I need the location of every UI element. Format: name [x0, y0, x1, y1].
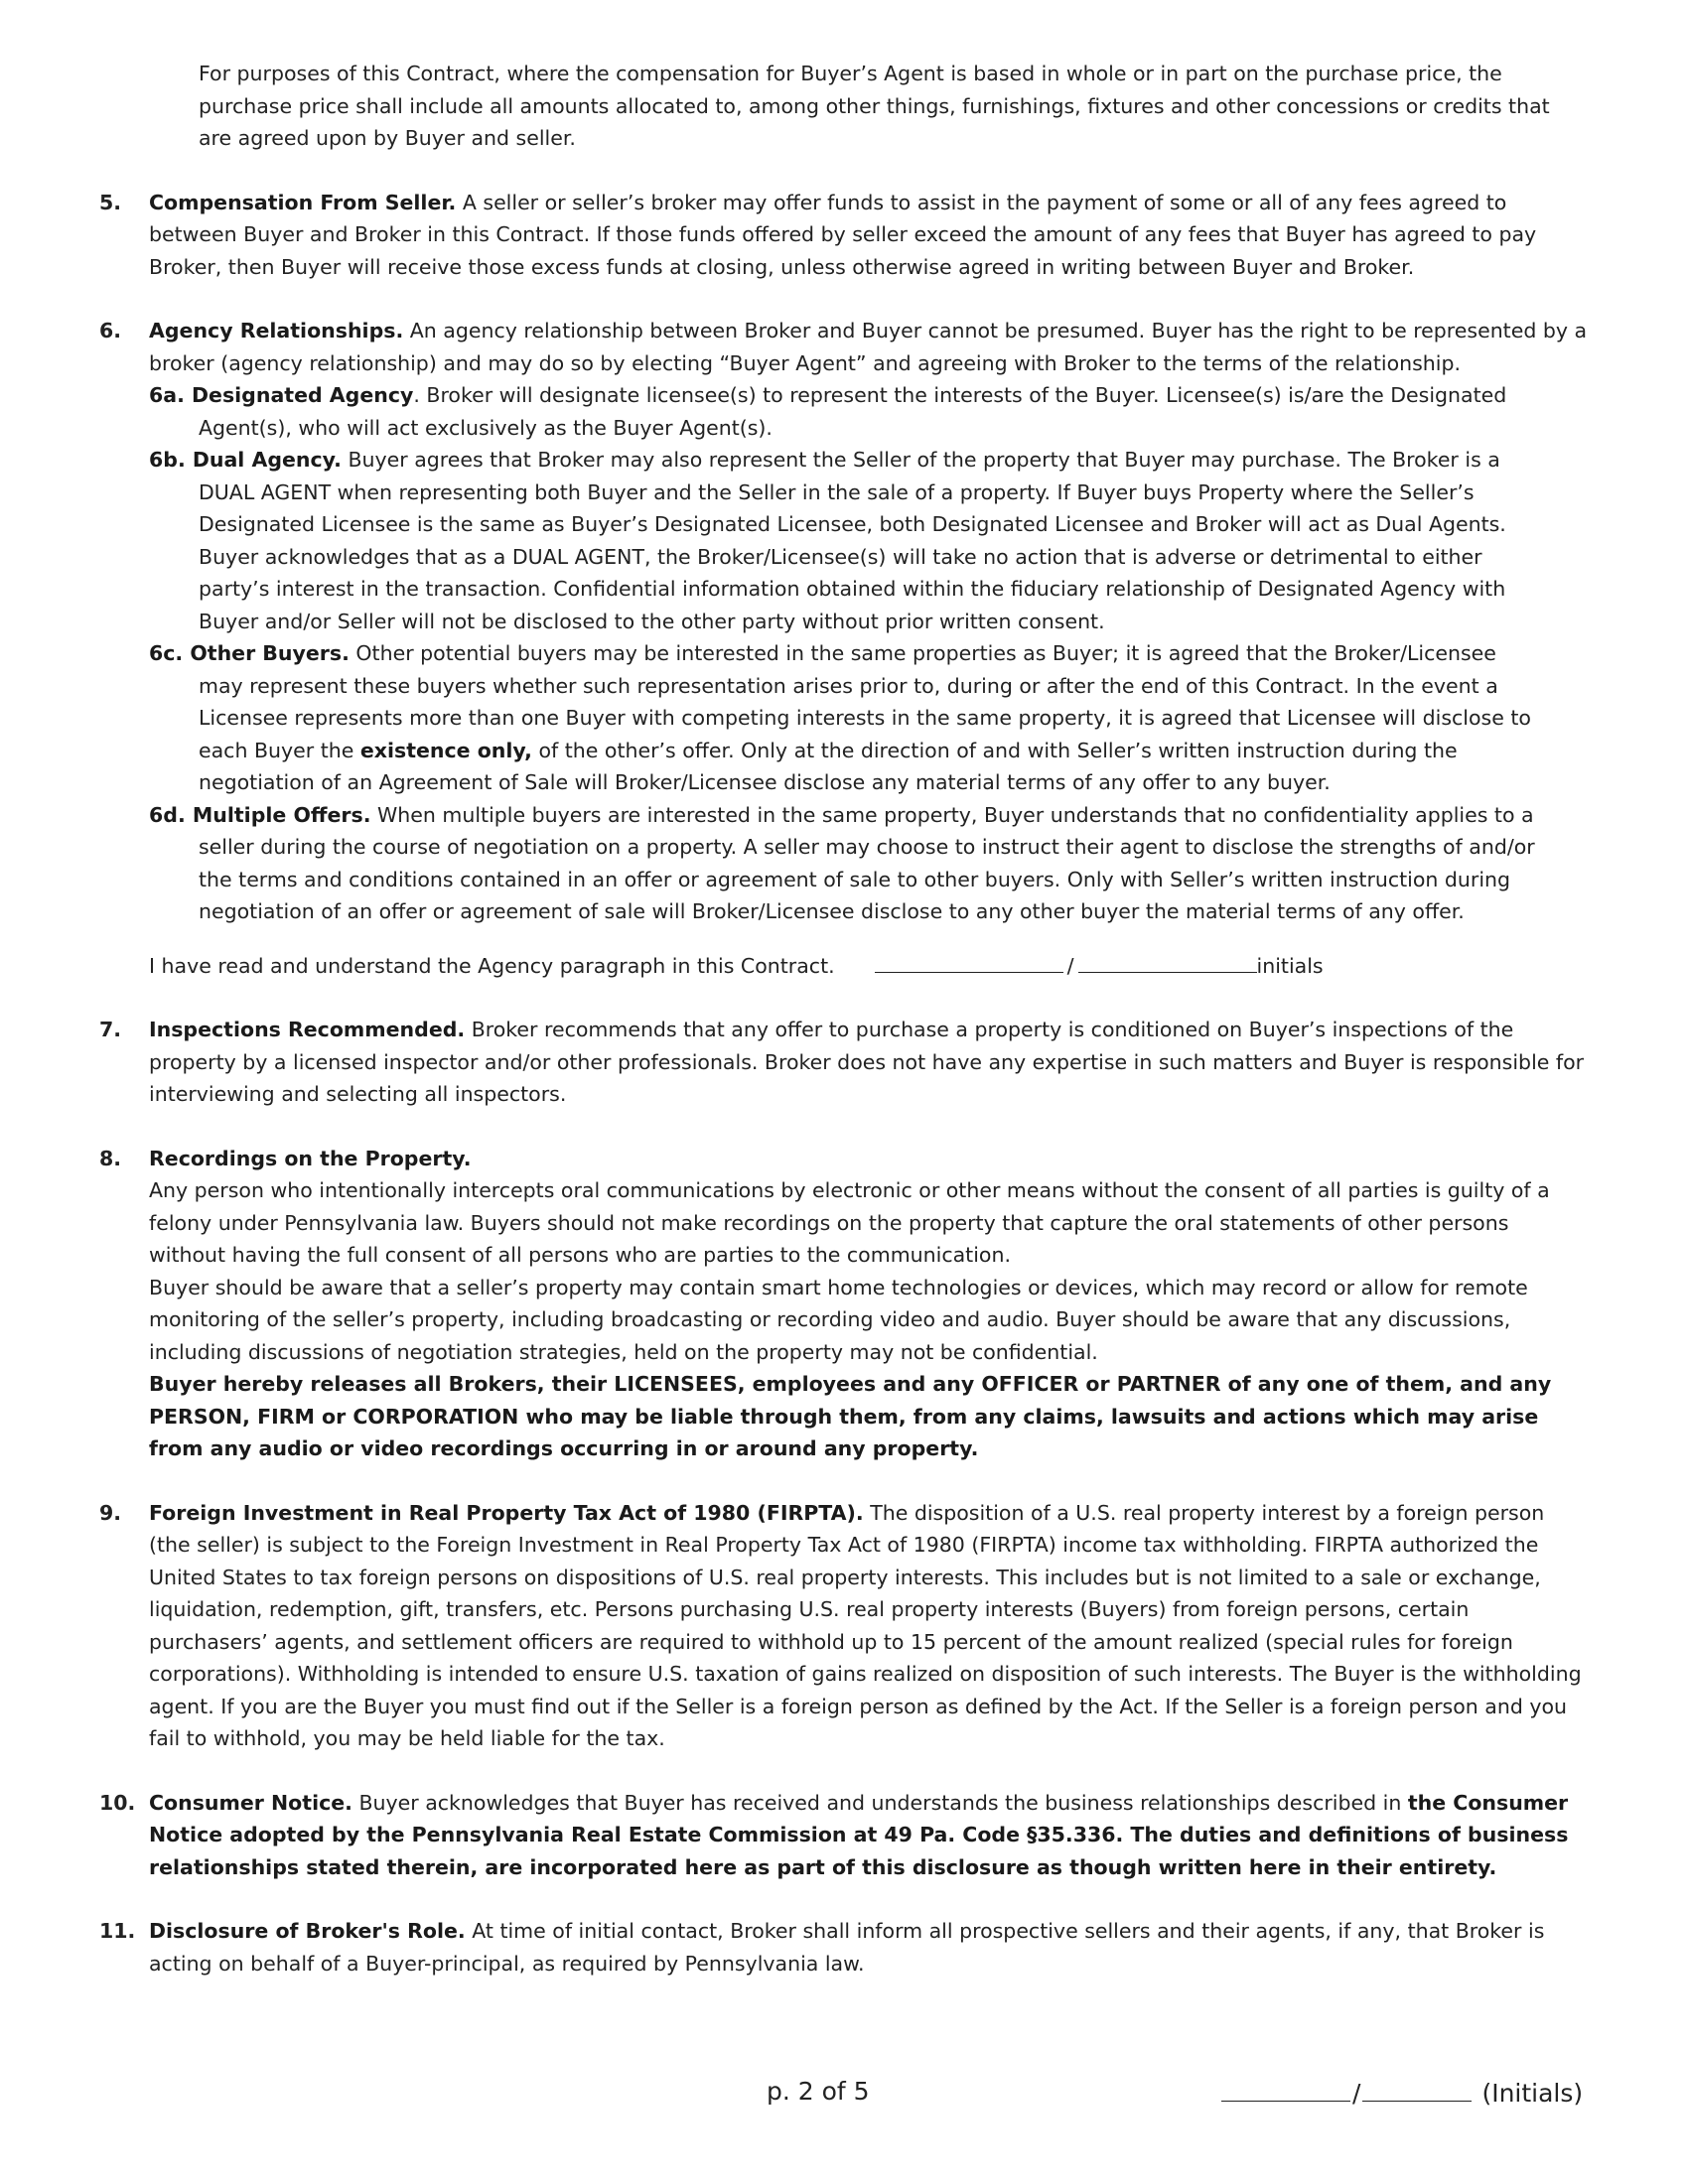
section-number: 6. [99, 319, 122, 342]
subsection-6d [149, 799, 1539, 928]
section-8 [99, 1143, 1589, 1465]
section-text: Broker recommends that any offer to purchase a property is conditioned on Buyer’s inspections of the property by a licensed inspector and/or other professionals. Broker does not have any expertise in such matters and Buyer is responsible for interviewing and selecting all inspectors. [149, 1018, 1585, 1106]
section-paragraph: Buyer should be aware that a seller’s property may contain smart home technologies or devices, which may record or allow for remote monitoring of the seller’s property, including broadcasting or recording video and audio. Buyer should be aware that any discussions, including discussions of negotiation strategies, held on the property may not be confidential. [149, 1275, 1528, 1364]
subsection-6c [149, 637, 1539, 799]
page-footer [0, 2077, 1688, 2116]
section-title: Foreign Investment in Real Property Tax Act of 1980 (FIRPTA). [149, 1500, 864, 1525]
section-6 [99, 315, 1589, 379]
initials-label: initials [1256, 953, 1324, 978]
footer-initials-blank-2[interactable] [1362, 2077, 1472, 2102]
section-title: Agency Relationships. [149, 319, 404, 342]
section-text: A seller or seller’s broker may offer funds to assist in the payment of some or all of any fees agreed to between Buyer and Broker in this Contract. If those funds offered by seller exceed the amount of any fees that Buyer has agreed to pay Broker, then Buyer will receive those excess funds at closing, unless otherwise agreed in writing between Buyer and Broker. [149, 190, 1537, 279]
subsection-label: 6c. Other Buyers. [149, 641, 350, 665]
section-number: 8. [99, 1146, 122, 1170]
section-paragraph: Any person who intentionally intercepts oral communications by electronic or other means without the consent of all parties is guilty of a felony under Pennsylvania law. Buyers should not make recordings on the property that capture the oral statements of other persons without having the full consent of all persons who are parties to the communication. [149, 1178, 1550, 1267]
section-5 [99, 187, 1589, 284]
section-title: Recordings on the Property. [149, 1146, 472, 1170]
intro-paragraph: For purposes of this Contract, where the compensation for Buyer’s Agent is based in whole or in part on the purchase price, the purchase price shall include all amounts allocated to, among other things, furnishings, fixtures and other concessions or credits that are agreed upon by Buyer and seller. [199, 62, 1550, 150]
section-10 [99, 1787, 1589, 1884]
subsection-text: When multiple buyers are interested in the same property, Buyer understands that no confidentiality applies to a seller during the course of negotiation on a property. A seller may choose to instruct their agent to disclose the strengths of and/or the terms and conditions contained in an offer or agreement of sale to other buyers. Only with Seller’s written instruction during negotiation of an offer or agreement of sale will Broker/Licensee disclose to any other buyer the material terms of any offer. [199, 802, 1535, 923]
subsection-label: 6d. Multiple Offers. [149, 802, 371, 827]
section-number: 11. [99, 1919, 136, 1943]
document-body [99, 58, 1589, 1979]
section-text: An agency relationship between Broker and Buyer cannot be presumed. Buyer has the right to be represented by a broker (agency relationship) and may do so by electing “Buyer Agent” and agreeing with Broker to the terms of the relationship. [149, 319, 1588, 375]
subsection-emphasis: existence only, [359, 738, 532, 762]
section-title: Compensation From Seller. [149, 190, 457, 214]
section-7 [99, 1014, 1589, 1111]
page-number: p. 2 of 5 [767, 2077, 870, 2106]
footer-initials [1221, 2077, 1583, 2108]
section-emphasis: the Consumer Notice adopted by the Pennsylvania Real Estate Commission at 49 Pa. Code §35.336. The duties and definitions of business relationships stated therein, are incorporated here as part of this disclosure as though written here in their entirety. [149, 1790, 1569, 1879]
section-title: Consumer Notice. [149, 1790, 352, 1815]
initials-blank-1[interactable] [875, 950, 1063, 973]
section-9 [99, 1497, 1589, 1755]
section-number: 9. [99, 1500, 122, 1525]
subsection-text: . Broker will designate licensee(s) to represent the interests of the Buyer. Licensee(s) is/are the Designated Agent(s), who will act exclusively as the Buyer Agent(s). [199, 383, 1507, 440]
footer-initials-blank-1[interactable] [1221, 2077, 1350, 2102]
subsection-text: Buyer agrees that Broker may also represent the Seller of the property that Buyer may purchase. The Broker is a DUAL AGENT when representing both Buyer and the Seller in the sale of a property. If Buyer buys Property where the Seller’s Designated Licensee is the same as Buyer’s Designated Licensee, both Designated Licensee and Broker will act as Dual Agents. Buyer acknowledges that as a DUAL AGENT, the Broker/Licensee(s) will take no action that is adverse or detrimental to either party’s interest in the transaction. Confidential information obtained within the fiduciary relationship of Designated Agency with Buyer and/or Seller will not be disclosed to the other party without prior written consent. [199, 448, 1506, 633]
section-number: 5. [99, 190, 122, 214]
acknowledgement-text: I have read and understand the Agency paragraph in this Contract. [149, 953, 835, 978]
section-text: At time of initial contact, Broker shall inform all prospective sellers and their agents, if any, that Broker is acting on behalf of a Buyer-principal, as required by Pennsylvania law. [149, 1919, 1545, 1976]
section-number: 7. [99, 1018, 122, 1041]
section-number: 10. [99, 1790, 136, 1815]
release-statement: Buyer hereby releases all Brokers, their LICENSEES, employees and any OFFICER or PARTNER of any one of them, and any PERSON, FIRM or CORPORATION who may be liable through them, from any claims, lawsuits and actions which may arise from any audio or video recordings occurring in or around any property. [149, 1372, 1552, 1460]
initials-separator: / [1066, 953, 1074, 978]
footer-initials-label: (Initials) [1481, 2079, 1584, 2108]
initials-blank-2[interactable] [1078, 950, 1257, 973]
subsection-6a [149, 379, 1539, 444]
footer-initials-separator: / [1352, 2079, 1361, 2108]
subsection-label: 6a. Designated Agency [149, 383, 414, 407]
subsection-label: 6b. Dual Agency. [149, 448, 342, 472]
section-title: Inspections Recommended. [149, 1018, 466, 1041]
section-text: The disposition of a U.S. real property interest by a foreign person (the seller) is subject to the Foreign Investment in Real Property Tax Act of 1980 (FIRPTA) income tax withholding. FIRPTA authorized the United States to tax foreign persons on dispositions of U.S. real property interests. This includes but is not limited to a sale or exchange, liquidation, redemption, gift, transfers, etc. Persons purchasing U.S. real property interests (Buyers) from foreign persons, certain purchasers’ agents, and settlement officers are required to withhold up to 15 percent of the amount realized (special rules for foreign corporations). Withholding is intended to ensure U.S. taxation of gains realized on disposition of such interests. The Buyer is the withholding agent. If you are the Buyer you must find out if the Seller is a foreign person as defined by the Act. If the Seller is a foreign person and you fail to withhold, you may be held liable for the tax. [149, 1500, 1582, 1750]
section-title: Disclosure of Broker's Role. [149, 1919, 466, 1943]
subsection-text: Other potential buyers may be interested in the same properties as Buyer; it is agreed that the Broker/Licensee may represent these buyers whether such representation arises prior to, during or after the end of this Contract. In the event a Licensee represents more than one Buyer with competing interests in the same property, it is agreed that Licensee will disclose to each Buyer the [199, 641, 1531, 762]
section-text: Buyer acknowledges that Buyer has received and understands the business relationships described in [352, 1790, 1408, 1815]
subsection-6b [149, 444, 1539, 637]
agency-acknowledgement [149, 950, 1589, 983]
section-11 [99, 1915, 1589, 1979]
subsection-text: of the other’s offer. Only at the direction of and with Seller’s written instruction during the negotiation of an Agreement of Sale will Broker/Licensee disclose any material terms of any offer to any buyer. [199, 738, 1458, 794]
